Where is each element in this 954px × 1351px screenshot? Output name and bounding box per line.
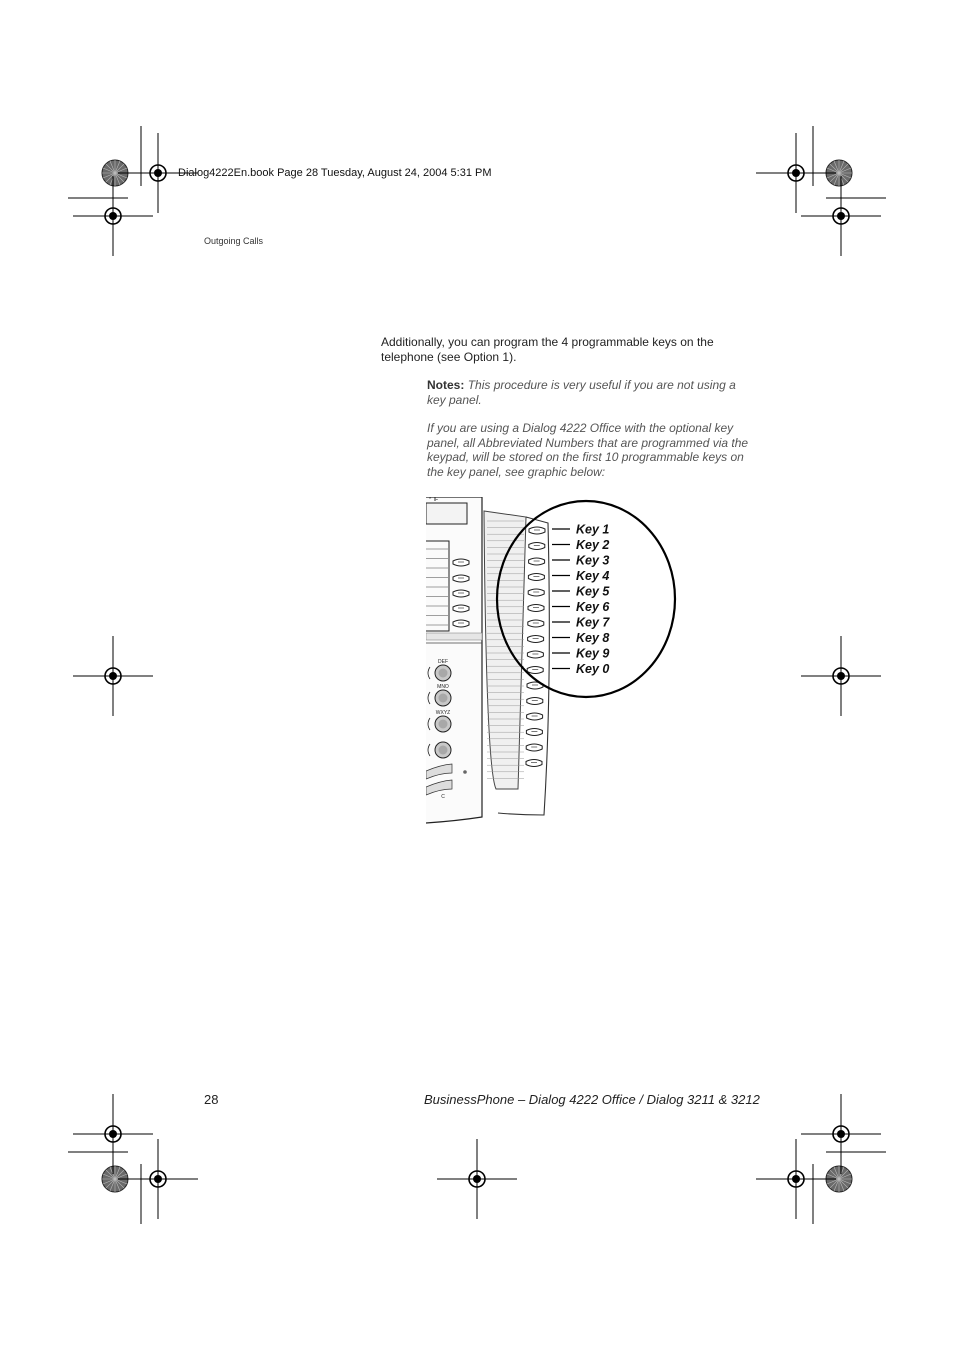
registration-mark-icon	[801, 636, 881, 716]
registration-mark-icon	[801, 1094, 881, 1174]
key-label: Key 2	[576, 538, 610, 552]
notes-label: Notes:	[427, 378, 465, 392]
key-label: Key 0	[576, 662, 610, 676]
key-label: Key 9	[576, 646, 610, 661]
panel-programmable-key	[529, 558, 545, 565]
key-label: Key 3	[576, 553, 610, 568]
keypad-label: WXYZ	[435, 710, 451, 716]
panel-programmable-key	[527, 713, 543, 720]
panel-programmable-key	[528, 589, 544, 596]
registration-mark-icon	[73, 1094, 153, 1174]
panel-programmable-key	[526, 760, 542, 767]
registration-mark-icon	[73, 176, 153, 256]
registration-mark-icon	[756, 133, 836, 213]
key-label: Key 8	[576, 631, 610, 645]
phone-programmable-key	[453, 620, 469, 627]
phone-programmable-key	[453, 605, 469, 612]
phone-top-label: ⌃ IF	[428, 497, 439, 503]
indicator-light	[463, 770, 467, 774]
registration-mark-icon	[118, 1139, 198, 1219]
key-panel-label-card	[484, 511, 526, 789]
phone-programmable-key	[453, 590, 469, 597]
page-number: 28	[204, 1092, 219, 1107]
panel-programmable-key	[527, 667, 543, 674]
panel-programmable-key	[528, 574, 544, 581]
panel-programmable-key	[529, 527, 545, 534]
phone-display	[426, 503, 467, 524]
panel-programmable-key	[527, 651, 543, 658]
notes-paragraph	[427, 378, 752, 407]
phone-programmable-key	[453, 575, 469, 582]
panel-programmable-key	[529, 543, 545, 550]
body-paragraph: Additionally, you can program the 4 programmable keys on the telephone (see Option 1).	[381, 335, 714, 364]
panel-programmable-key	[528, 636, 544, 643]
key-label: Key 7	[576, 615, 610, 630]
key-label: Key 5	[576, 584, 610, 599]
notes-text: This procedure is very useful if you are not using a key panel.	[427, 378, 736, 407]
key-label: Key 6	[576, 600, 610, 614]
panel-programmable-key	[526, 744, 542, 751]
footer-title: BusinessPhone – Dialog 4222 Office / Dialog 3211 & 3212	[424, 1092, 760, 1107]
registration-mark-icon	[437, 1139, 517, 1219]
panel-programmable-key	[527, 698, 543, 705]
key-label: Key 1	[576, 522, 610, 537]
registration-mark-icon	[801, 176, 881, 256]
keypad-label: DEF	[438, 659, 448, 665]
keypad-label: MNO	[437, 684, 449, 690]
notes-block	[427, 378, 752, 493]
panel-programmable-key	[526, 729, 542, 736]
panel-programmable-key	[528, 605, 544, 612]
keypad-label: C	[441, 794, 445, 800]
notes-paragraph-2: If you are using a Dialog 4222 Office with the optional key panel, all Abbreviated Numbers that are programmed via the keypad, will be stored on the first 10 programmable keys on the key panel, see graphic below:	[427, 421, 749, 479]
phone-speaker-grille	[426, 633, 482, 640]
phone-programmable-key	[453, 559, 469, 566]
registration-mark-icon	[73, 636, 153, 716]
key-panel-figure	[426, 497, 678, 825]
key-label: Key 4	[576, 569, 610, 583]
print-header: Dialog4222En.book Page 28 Tuesday, August 24, 2004 5:31 PM	[178, 167, 492, 179]
panel-programmable-key	[528, 620, 544, 627]
section-title: Outgoing Calls	[204, 236, 264, 246]
registration-mark-icon	[756, 1139, 836, 1219]
